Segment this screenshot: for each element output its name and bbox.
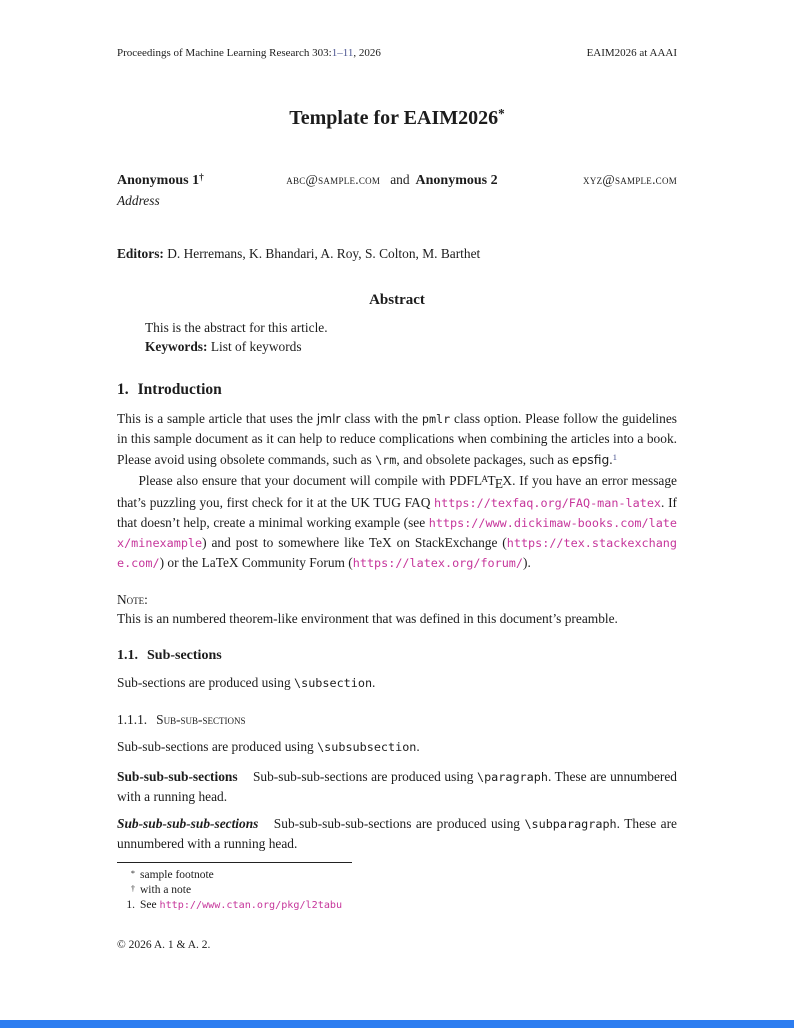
url-link[interactable]: http://www.ctan.org/pkg/l2tabu (159, 900, 343, 911)
text-segment: Sub-sub-sections are produced using (117, 738, 318, 754)
text-segment: . (609, 452, 613, 468)
running-head-left (117, 46, 381, 60)
text-segment: . (372, 674, 376, 690)
subsubsection-title: Sub-sub-sections (156, 711, 246, 727)
note-label: Note: (117, 591, 148, 607)
url-link[interactable]: https://latex.org/forum/ (352, 555, 523, 570)
url-link[interactable]: https://www.dickimaw-books.com/latex/minexample (117, 515, 677, 550)
text-segment: Sub-sub-sub-sections (117, 768, 238, 784)
subsection-title: Sub-sections (147, 647, 222, 663)
editors-line (117, 244, 677, 263)
text-segment: ) and post to somewhere like TeX on StackExchange ( (202, 534, 507, 550)
section-title: Introduction (137, 381, 222, 399)
author-1-group (117, 168, 380, 190)
subsubsection-body (117, 737, 677, 757)
author-1-name (117, 168, 204, 190)
page-range-link[interactable]: 1–11 (331, 47, 354, 59)
text-segment: Editors: (117, 246, 164, 262)
text-segment: . These are unnumbered with a running head. (117, 815, 677, 851)
text-segment: * (498, 106, 505, 121)
text-segment: . If that doesn’t help, create a minimal working example (see (117, 494, 677, 530)
footnote-item (117, 868, 677, 883)
footnote-list (117, 868, 677, 913)
subsection-body (117, 673, 677, 693)
paper-title (117, 102, 677, 130)
text-segment: See (140, 899, 160, 911)
subsection-heading (117, 646, 677, 665)
text-segment: sample footnote (140, 869, 214, 881)
url-link[interactable]: https://tex.stackexchange.com/ (117, 535, 677, 570)
subparagraph-runin (117, 814, 677, 853)
text-segment: \subsection (294, 675, 373, 690)
text-segment: . (416, 738, 420, 754)
running-head-right: EAIM2026 at AAAI (586, 47, 677, 59)
text-segment: epsfig (571, 453, 610, 468)
footnote-text (140, 868, 214, 883)
text-segment: class option. Please follow the guidelines in this sample document as it can help to reduce complications when combining the articles into a book. Please avoid using obsolete commands, such as (117, 411, 677, 468)
text-segment: , 2026 (353, 47, 381, 59)
intro-paragraph-1 (117, 409, 677, 470)
text-segment: Sub-sub-sub-sections are produced using (252, 768, 477, 784)
abstract-heading: Abstract (369, 292, 425, 309)
subsection-number: 1.1. (117, 647, 138, 663)
author-2-email: xyz@sample.com (583, 172, 677, 188)
text-segment: , and obsolete packages, such as (396, 452, 572, 468)
text-segment: jmlr (316, 412, 341, 427)
text-segment: E (494, 475, 504, 491)
subsubsection-heading (117, 710, 677, 729)
author-2-name: Anonymous 2 (415, 173, 498, 189)
abstract-body (145, 318, 649, 356)
footnote-item (117, 883, 677, 898)
author-1-email: abc@sample.com (286, 172, 381, 188)
running-head (117, 46, 677, 60)
footnote-rule (117, 862, 352, 863)
text-segment: A (481, 474, 488, 485)
text-segment: ). (523, 554, 531, 570)
text-segment: . These are unnumbered with a running head. (117, 768, 678, 804)
text-segment: Sub-sub-sub-sub-sections are produced using (273, 815, 525, 831)
text-segment: Keywords: (145, 339, 208, 355)
text-segment: class with the (340, 411, 422, 427)
text-segment: † (199, 171, 204, 182)
section-1-heading (117, 380, 677, 400)
footnote-ref-link[interactable]: 1 (612, 452, 618, 463)
text-segment: pmlr (421, 412, 451, 427)
text-segment: T (487, 472, 496, 488)
subsubsection-number: 1.1.1. (117, 711, 148, 727)
url-link[interactable]: https://texfaq.org/FAQ-man-latex (434, 495, 662, 510)
text-segment: D. Herremans, K. Bhandari, A. Roy, S. Colton, M. Barthet (163, 246, 481, 262)
text-segment: Anonymous 1 (117, 173, 200, 189)
text-segment: Sub-sections are produced using (117, 674, 295, 690)
bottom-bar (0, 1020, 794, 1028)
footnote-marker: * (130, 869, 135, 878)
abstract-keywords (145, 337, 649, 356)
text-segment: Please also ensure that your document will compile with PDFL (138, 472, 482, 488)
text-segment: List of keywords (207, 339, 302, 355)
footnote-text (140, 898, 342, 913)
text-segment: \subsubsection (317, 739, 417, 754)
footnote-item (117, 898, 677, 913)
text-segment: \subparagraph (524, 816, 617, 831)
note-environment (117, 590, 677, 628)
footnote-marker: † (130, 884, 135, 893)
footnote-marker: 1. (126, 899, 135, 911)
copyright-line: © 2026 A. 1 & A. 2. (117, 939, 211, 951)
author-address: Address (117, 193, 160, 209)
text-segment: X. If you have an error message that’s puzzling you, first check for it at the UK TUG FAQ (117, 472, 677, 510)
footnote-text (140, 883, 191, 898)
text-segment: with a note (140, 884, 192, 896)
section-number: 1. (117, 381, 129, 399)
text-segment: \rm (375, 453, 397, 468)
abstract-text: This is the abstract for this article. (145, 320, 328, 336)
text-segment: This is a sample article that uses the (117, 411, 317, 427)
text-segment: \paragraph (477, 769, 548, 784)
text-segment: Proceedings of Machine Learning Research 303: (117, 47, 332, 59)
intro-paragraph-2 (117, 470, 677, 573)
text-segment: Sub-sub-sub-sub-sections (117, 815, 259, 831)
and-separator: and (390, 172, 410, 188)
text-segment: Template for EAIM2026 (289, 106, 499, 129)
author-block (117, 168, 677, 190)
footnote-area (117, 862, 677, 913)
note-body: This is an numbered theorem-like environment that was defined in this document’s preamble. (117, 610, 618, 626)
paragraph-runin (117, 767, 677, 806)
author-2-group (416, 170, 677, 190)
text-segment: ) or the LaTeX Community Forum ( (159, 554, 353, 570)
